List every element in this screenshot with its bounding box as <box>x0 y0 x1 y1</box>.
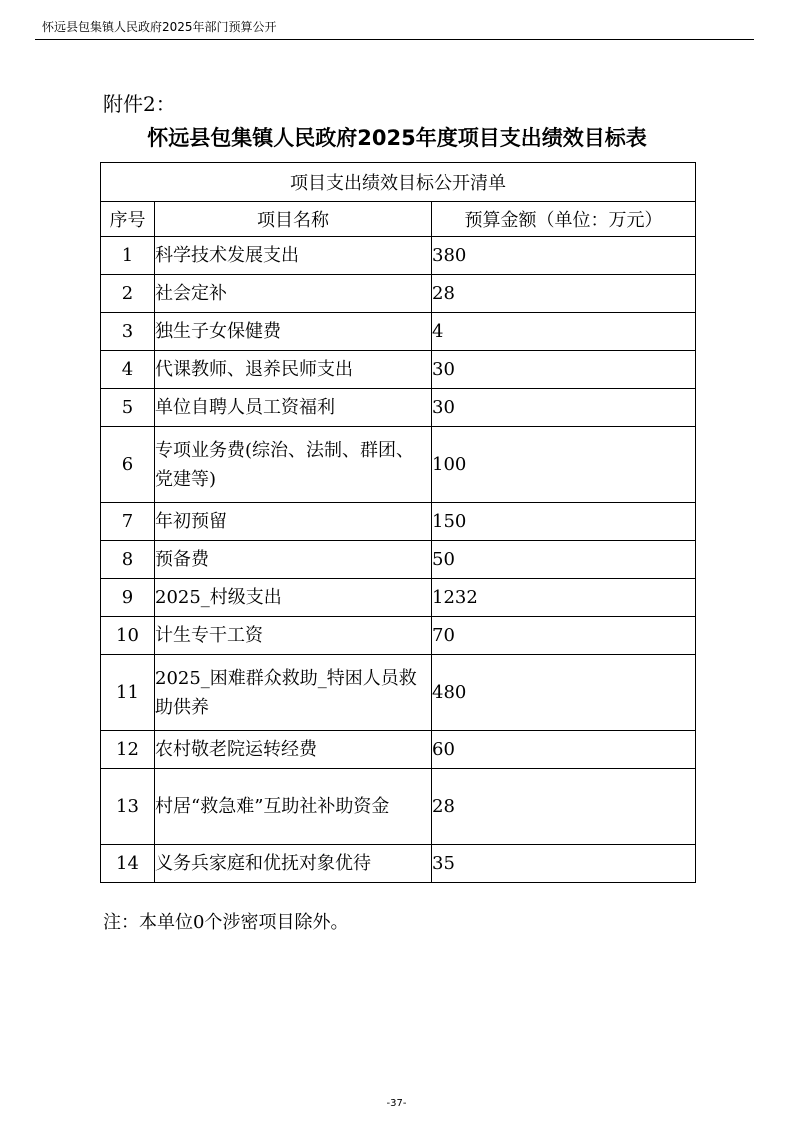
budget-amount: 100 <box>432 427 696 503</box>
project-name: 社会定补 <box>155 275 432 313</box>
table-row <box>101 579 696 617</box>
table-body <box>101 237 696 883</box>
table-row <box>101 389 696 427</box>
row-number: 14 <box>101 845 155 883</box>
budget-amount: 28 <box>432 769 696 845</box>
budget-amount: 70 <box>432 617 696 655</box>
row-number: 10 <box>101 617 155 655</box>
performance-target-table <box>100 162 696 883</box>
project-name: 科学技术发展支出 <box>155 237 432 275</box>
budget-amount: 380 <box>432 237 696 275</box>
project-name: 代课教师、退养民师支出 <box>155 351 432 389</box>
row-number: 7 <box>101 503 155 541</box>
page-number: -37- <box>386 1098 407 1109</box>
attachment-label: 附件2： <box>103 92 176 116</box>
budget-amount: 4 <box>432 313 696 351</box>
table-row <box>101 427 696 503</box>
row-number: 1 <box>101 237 155 275</box>
table-caption: 项目支出绩效目标公开清单 <box>101 163 696 202</box>
table-row <box>101 275 696 313</box>
table-row <box>101 237 696 275</box>
table-header-row <box>101 202 696 237</box>
row-number: 2 <box>101 275 155 313</box>
row-number: 5 <box>101 389 155 427</box>
project-name: 2025_村级支出 <box>155 579 432 617</box>
table-row <box>101 845 696 883</box>
project-name: 2025_困难群众救助_特困人员救助供养 <box>155 655 432 731</box>
row-number: 8 <box>101 541 155 579</box>
budget-amount: 480 <box>432 655 696 731</box>
footnote: 注：本单位0个涉密项目除外。 <box>103 912 349 933</box>
table-row <box>101 503 696 541</box>
project-name: 农村敬老院运转经费 <box>155 731 432 769</box>
project-name: 独生子女保健费 <box>155 313 432 351</box>
budget-amount: 50 <box>432 541 696 579</box>
budget-amount: 1232 <box>432 579 696 617</box>
budget-amount: 30 <box>432 351 696 389</box>
project-name: 预备费 <box>155 541 432 579</box>
running-header: 怀远县包集镇人民政府2025年部门预算公开 <box>42 20 277 34</box>
project-name: 义务兵家庭和优抚对象优待 <box>155 845 432 883</box>
row-number: 11 <box>101 655 155 731</box>
budget-amount: 28 <box>432 275 696 313</box>
project-name: 专项业务费(综治、法制、群团、党建等) <box>155 427 432 503</box>
budget-amount: 60 <box>432 731 696 769</box>
budget-amount: 30 <box>432 389 696 427</box>
project-name: 计生专干工资 <box>155 617 432 655</box>
column-header-no: 序号 <box>101 202 155 237</box>
row-number: 6 <box>101 427 155 503</box>
table-row <box>101 313 696 351</box>
project-name: 村居“救急难”互助社补助资金 <box>155 769 432 845</box>
budget-amount: 150 <box>432 503 696 541</box>
row-number: 12 <box>101 731 155 769</box>
table-row <box>101 655 696 731</box>
table-row <box>101 351 696 389</box>
row-number: 9 <box>101 579 155 617</box>
budget-amount: 35 <box>432 845 696 883</box>
table-row <box>101 617 696 655</box>
row-number: 13 <box>101 769 155 845</box>
column-header-amount: 预算金额（单位：万元） <box>432 202 696 237</box>
row-number: 3 <box>101 313 155 351</box>
document-title: 怀远县包集镇人民政府2025年度项目支出绩效目标表 <box>147 126 647 150</box>
project-name: 单位自聘人员工资福利 <box>155 389 432 427</box>
header-rule <box>35 39 754 40</box>
table-row <box>101 731 696 769</box>
row-number: 4 <box>101 351 155 389</box>
project-name: 年初预留 <box>155 503 432 541</box>
table-row <box>101 541 696 579</box>
column-header-name: 项目名称 <box>155 202 432 237</box>
table-row <box>101 769 696 845</box>
